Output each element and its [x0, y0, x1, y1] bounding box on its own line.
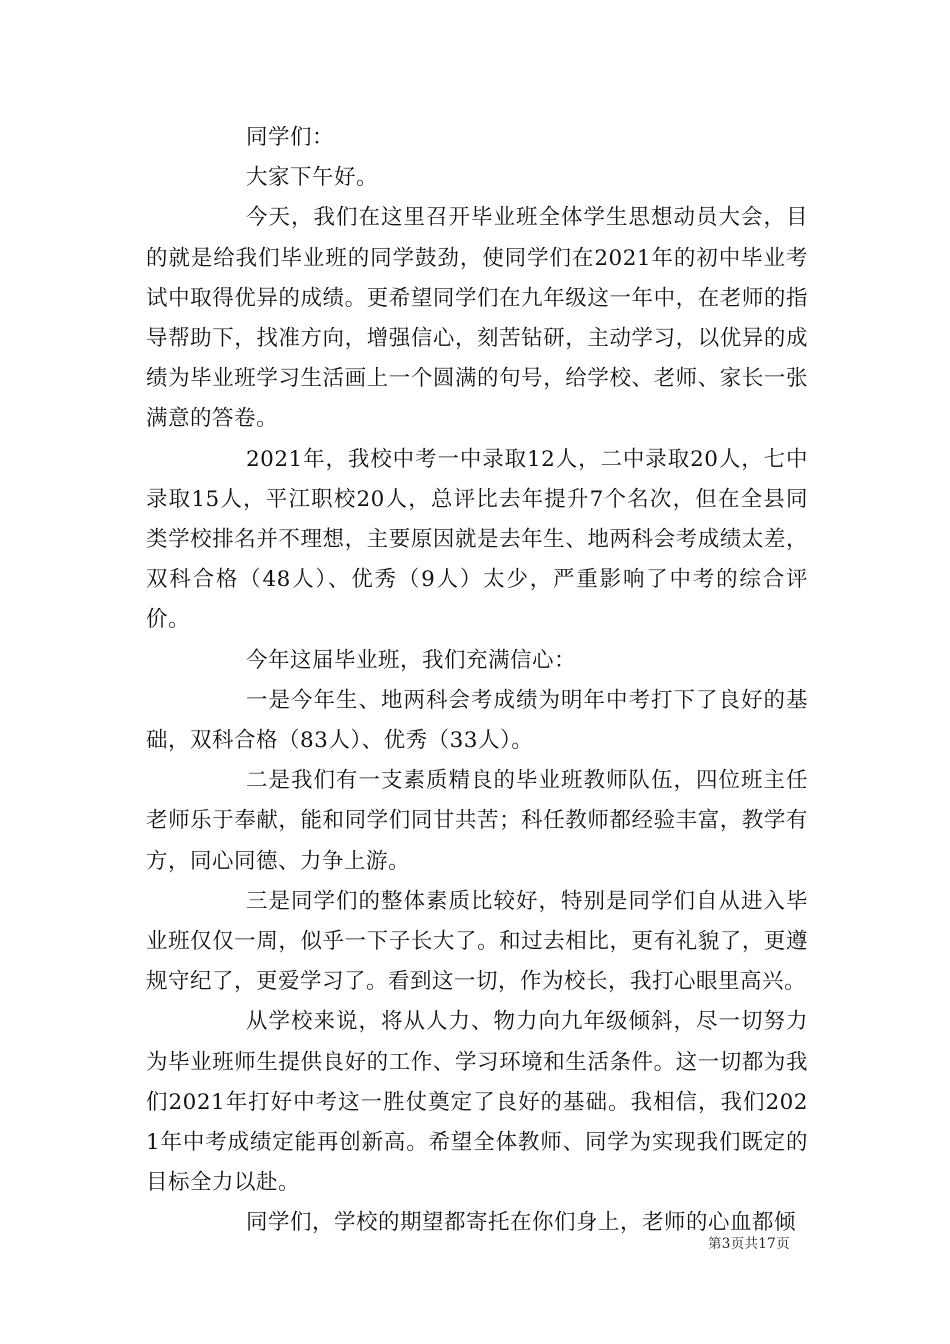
paragraph-purpose: 今天，我们在这里召开毕业班全体学生思想动员大会，目的就是给我们毕业班的同学鼓劲，使同学们在2021年的初中毕业考试中取得优异的成绩。更希望同学们在九年级这一年中，在老师的指导帮助下，找准方向，增强信心，刻苦钻研，主动学习，以优异的成绩为毕业班学习生活画上一个圆满的句号，给学校、老师、家长一张满意的答卷。 [146, 205, 808, 432]
paragraph-last-year-results: 2021年，我校中考一中录取12人，二中录取20人，七中录取15人，平江职校20人，总评比去年提升7个名次，但在全县同类学校排名并不理想，主要原因就是去年生、地两科会考成绩太差，双科合格（48人）、优秀（9人）太少，严重影响了中考的综合评价。 [146, 446, 808, 633]
paragraph-point-one: 一是今年生、地两科会考成绩为明年中考打下了良好的基础，双科合格（83人）、优秀（33人）。 [146, 687, 808, 754]
paragraph-school-support: 从学校来说，将从人力、物力向九年级倾斜，尽一切努力为毕业班师生提供良好的工作、学习环境和生活条件。这一切都为我们2021年打好中考这一胜仗奠定了良好的基础。我相信，我们2021年中考成绩定能再创新高。希望全体教师、同学为实现我们既定的目标全力以赴。 [146, 1009, 808, 1196]
document-body [146, 118, 808, 1244]
paragraph-greeting: 大家下午好。 [246, 165, 379, 191]
paragraph-salutation: 同学们： [246, 125, 335, 150]
paragraph-point-three: 三是同学们的整体素质比较好，特别是同学们自从进入毕业班仅仅一周，似乎一下子长大了。和过去相比，更有礼貌了，更遵规守纪了，更爱学习了。看到这一切，作为校长，我打心眼里高兴。 [146, 888, 808, 995]
page-number: 第3页共17页 [708, 1236, 790, 1252]
paragraph-closing: 同学们，学校的期望都寄托在你们身上，老师的心血都倾 [246, 1210, 797, 1236]
paragraph-point-two: 二是我们有一支素质精良的毕业班教师队伍，四位班主任老师乐于奉献，能和同学们同甘共苦；科任教师都经验丰富，教学有方，同心同德、力争上游。 [146, 768, 808, 874]
paragraph-confidence-intro: 今年这届毕业班，我们充满信心： [246, 647, 577, 673]
